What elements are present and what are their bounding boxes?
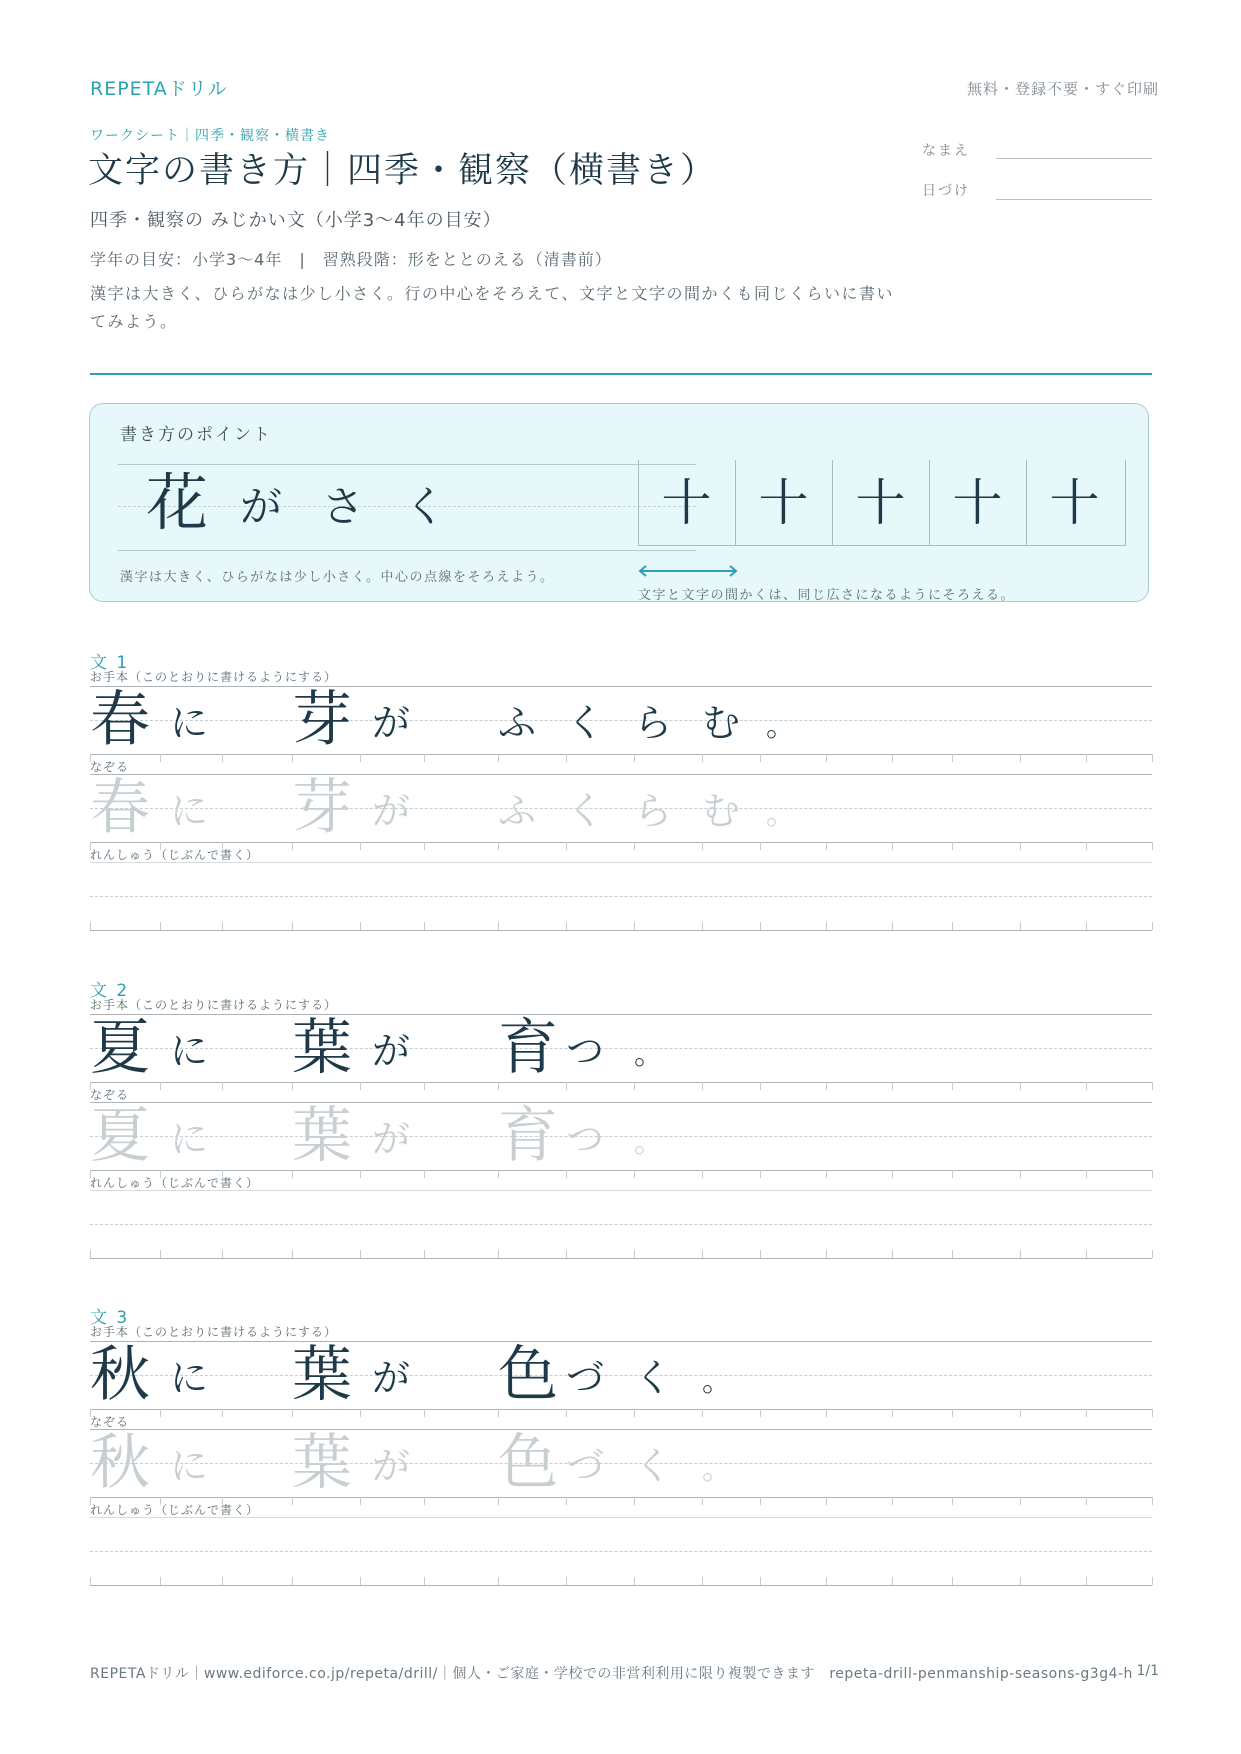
grid-tick — [1086, 754, 1087, 762]
grid-tick — [160, 1082, 161, 1090]
grid-tick — [1086, 1170, 1087, 1178]
grid-tick — [566, 1497, 567, 1505]
grid-tick — [634, 1082, 635, 1090]
trace-label: なぞる — [90, 1088, 130, 1102]
example-kana: く — [404, 482, 447, 531]
grid-tick — [892, 1170, 893, 1178]
spacing-char: 十 — [832, 460, 928, 546]
trace-glyph[interactable]: 。 — [702, 1452, 732, 1487]
breadcrumb: ワークシート｜四季・観察・横書き — [90, 128, 330, 144]
grid-tick — [1086, 1082, 1087, 1090]
model-glyph: む — [702, 701, 741, 745]
trace-glyph[interactable]: 春 — [90, 773, 150, 843]
grid-tick — [892, 1409, 893, 1417]
practice-line-bottom — [90, 1585, 1152, 1586]
grid-tick — [634, 1409, 635, 1417]
trace-label: なぞる — [90, 760, 130, 774]
grid-tick — [292, 754, 293, 762]
practice-writing-area[interactable] — [90, 1192, 1152, 1256]
spacing-char: 十 — [1026, 460, 1122, 546]
grid-tick — [498, 1409, 499, 1417]
guide-line-bottom — [90, 754, 1152, 755]
page-subtitle: 四季・観察の みじかい文（小学3〜4年の目安） — [90, 210, 502, 231]
grid-tick — [498, 1082, 499, 1090]
guide-line-top — [90, 686, 1152, 687]
guide-line-bottom — [90, 1082, 1152, 1083]
brand-logo: REPETAドリル — [90, 78, 228, 100]
grid-tick — [498, 1497, 499, 1505]
page-number: 1/1 — [1136, 1663, 1159, 1679]
double-arrow-icon — [636, 564, 740, 578]
trace-glyph[interactable]: 葉 — [292, 1101, 352, 1171]
grid-tick — [424, 1170, 425, 1178]
trace-glyph[interactable]: く — [634, 1444, 673, 1488]
spacing-char: 十 — [929, 460, 1025, 546]
grid-tick — [1086, 1409, 1087, 1417]
model-glyph: 葉 — [292, 1340, 352, 1410]
practice-writing-area[interactable] — [90, 1519, 1152, 1583]
grid-tick — [1152, 1577, 1153, 1585]
grid-tick — [952, 754, 953, 762]
grid-tick — [892, 754, 893, 762]
trace-glyph[interactable]: ふ — [498, 789, 537, 833]
grid-tick — [1152, 1497, 1153, 1505]
example-top-line — [118, 464, 696, 465]
grid-tick — [292, 1170, 293, 1178]
grid-tick — [360, 1082, 361, 1090]
model-glyph: 育 — [498, 1013, 558, 1083]
guide-line-top — [90, 1341, 1152, 1342]
tagline: 無料・登録不要・すぐ印刷 — [966, 80, 1159, 98]
practice-line-top — [90, 862, 1152, 863]
guide-line-top — [90, 774, 1152, 775]
grid-tick — [424, 1409, 425, 1417]
model-glyph: 葉 — [292, 1013, 352, 1083]
grid-tick — [760, 842, 761, 850]
model-glyph: ふ — [498, 701, 537, 745]
name-field[interactable] — [996, 158, 1152, 159]
grid-tick — [360, 1170, 361, 1178]
model-glyph: 夏 — [90, 1013, 150, 1083]
grid-tick — [826, 1497, 827, 1505]
model-glyph: 。 — [702, 1364, 732, 1399]
grid-tick — [826, 842, 827, 850]
practice-line-top — [90, 1190, 1152, 1191]
practice-label: れんしゅう（じぶんで書く） — [90, 1176, 260, 1190]
grid-tick — [952, 1082, 953, 1090]
trace-glyph[interactable]: む — [702, 789, 741, 833]
grid-tick — [1020, 1082, 1021, 1090]
trace-glyph[interactable]: に — [170, 789, 209, 833]
grid-tick — [360, 842, 361, 850]
grid-tick — [566, 1170, 567, 1178]
trace-label: なぞる — [90, 1415, 130, 1429]
trace-glyph[interactable]: に — [170, 1444, 209, 1488]
note-size: 漢字は大きく、ひらがなは少し小さく。中心の点線をそろえよう。 — [120, 570, 555, 585]
header-divider — [90, 373, 1152, 375]
grid-tick — [702, 1409, 703, 1417]
grid-tick — [702, 1082, 703, 1090]
writing-points-box — [89, 403, 1149, 602]
grid-tick — [760, 1170, 761, 1178]
trace-glyph[interactable]: 秋 — [90, 1428, 150, 1498]
sentence-label: 文 3 — [90, 1308, 130, 1328]
trace-glyph[interactable]: 夏 — [90, 1101, 150, 1171]
grid-tick — [360, 1497, 361, 1505]
grid-tick — [892, 1082, 893, 1090]
grid-tick — [952, 842, 953, 850]
trace-glyph[interactable]: が — [372, 1444, 411, 1488]
grid-tick — [826, 1082, 827, 1090]
guide-line-center — [90, 720, 1152, 721]
example-kana: が — [240, 482, 283, 531]
trace-glyph[interactable]: づ — [566, 1444, 605, 1488]
grid-tick — [1086, 1497, 1087, 1505]
model-glyph: 春 — [90, 685, 150, 755]
grid-tick — [1020, 1497, 1021, 1505]
guide-line-bottom — [90, 1497, 1152, 1498]
guide-line-center — [90, 808, 1152, 809]
date-field[interactable] — [996, 199, 1152, 200]
grid-tick — [1152, 1170, 1153, 1178]
model-glyph: ら — [634, 701, 673, 745]
guide-line-top — [90, 1102, 1152, 1103]
model-glyph: 。 — [766, 709, 796, 744]
trace-glyph[interactable]: が — [372, 1117, 411, 1161]
guide-line-center — [90, 1048, 1152, 1049]
grid-tick — [424, 1497, 425, 1505]
grid-tick — [222, 1409, 223, 1417]
grid-tick — [702, 1170, 703, 1178]
guide-line-top — [90, 1014, 1152, 1015]
grid-tick — [634, 1170, 635, 1178]
guide-line-bottom — [90, 842, 1152, 843]
points-title: 書き方のポイント — [120, 425, 272, 445]
grid-tick — [566, 1082, 567, 1090]
trace-glyph[interactable]: 芽 — [292, 773, 352, 843]
grid-tick — [292, 1409, 293, 1417]
grid-tick — [702, 842, 703, 850]
trace-glyph[interactable]: 育 — [498, 1101, 558, 1171]
name-label: なまえ — [922, 143, 970, 159]
grid-tick — [292, 842, 293, 850]
grid-tick — [1152, 842, 1153, 850]
example-kana: さ — [322, 482, 365, 531]
guide-line-bottom — [90, 1409, 1152, 1410]
grid-tick — [760, 754, 761, 762]
page-title: 文字の書き方｜四季・観察（横書き） — [88, 151, 718, 191]
grid-tick — [760, 1497, 761, 1505]
trace-glyph[interactable]: 色 — [498, 1428, 558, 1498]
grid-tick — [1152, 1409, 1153, 1417]
date-label: 日づけ — [922, 183, 970, 199]
grid-tick — [292, 1082, 293, 1090]
guide-line-bottom — [90, 1170, 1152, 1171]
model-glyph: づ — [566, 1356, 605, 1400]
grid-tick — [1152, 754, 1153, 762]
sentence-label: 文 2 — [90, 981, 130, 1001]
grid-tick — [702, 1497, 703, 1505]
model-label: お手本（このとおりに書けるようにする） — [90, 1325, 338, 1339]
model-glyph: く — [566, 701, 605, 745]
trace-glyph[interactable]: ら — [634, 789, 673, 833]
grid-tick — [952, 1497, 953, 1505]
grid-tick — [826, 1409, 827, 1417]
footer-text: REPETAドリル｜www.ediforce.co.jp/repeta/drill/｜個人・ご家庭・学校での非営利利用に限り複製できます repeta-drill-penmanship-seasons-g3g4-h — [90, 1666, 1133, 1682]
model-glyph: く — [634, 1356, 673, 1400]
grid-tick — [360, 1409, 361, 1417]
grid-tick — [702, 754, 703, 762]
grid-tick — [360, 754, 361, 762]
practice-writing-area[interactable] — [90, 864, 1152, 928]
grid-tick — [760, 1409, 761, 1417]
trace-glyph[interactable]: 。 — [634, 1125, 664, 1160]
practice-label: れんしゅう（じぶんで書く） — [90, 848, 260, 862]
grid-tick — [760, 1082, 761, 1090]
model-glyph: が — [372, 1029, 411, 1073]
grid-tick — [566, 754, 567, 762]
grid-tick — [1020, 754, 1021, 762]
model-glyph: 秋 — [90, 1340, 150, 1410]
model-glyph: 色 — [498, 1340, 558, 1410]
guide-line-center — [90, 1463, 1152, 1464]
grid-tick — [952, 1170, 953, 1178]
grid-tick — [222, 1082, 223, 1090]
grid-tick — [292, 1497, 293, 1505]
grid-tick — [1020, 1170, 1021, 1178]
example-bottom-line — [118, 550, 696, 551]
model-glyph: 。 — [634, 1037, 664, 1072]
grid-tick — [424, 1082, 425, 1090]
model-label: お手本（このとおりに書けるようにする） — [90, 670, 338, 684]
grid-tick — [1020, 842, 1021, 850]
grid-tick — [826, 754, 827, 762]
guide-line-top — [90, 1429, 1152, 1430]
practice-line-top — [90, 1517, 1152, 1518]
grid-tick — [566, 1409, 567, 1417]
note-spacing: 文字と文字の間かくは、同じ広さになるようにそろえる。 — [638, 588, 1016, 603]
grade-meta: 学年の目安：小学3〜4年 | 習熟段階：形をととのえる（清書前） — [90, 250, 612, 269]
model-glyph: に — [170, 1356, 209, 1400]
grid-tick — [1020, 1409, 1021, 1417]
practice-label: れんしゅう（じぶんで書く） — [90, 1503, 260, 1517]
grid-tick — [566, 842, 567, 850]
grid-tick — [424, 842, 425, 850]
grid-tick — [1152, 1082, 1153, 1090]
model-glyph: つ — [566, 1029, 605, 1073]
spacing-char: 十 — [638, 460, 734, 546]
trace-glyph[interactable]: 。 — [766, 797, 796, 832]
grid-tick — [634, 842, 635, 850]
grid-tick — [1086, 842, 1087, 850]
grid-tick — [1152, 1250, 1153, 1258]
grid-tick — [160, 1409, 161, 1417]
trace-glyph[interactable]: が — [372, 789, 411, 833]
instructions: 漢字は大きく、ひらがなは少し小さく。行の中心をそろえて、文字と文字の間かくも同じくらいに書いてみよう。 — [90, 284, 895, 331]
grid-tick — [826, 1170, 827, 1178]
practice-line-bottom — [90, 1258, 1152, 1259]
grid-tick — [892, 842, 893, 850]
grid-tick — [892, 1497, 893, 1505]
grid-tick — [222, 754, 223, 762]
model-glyph: に — [170, 701, 209, 745]
grid-tick — [160, 754, 161, 762]
grid-tick — [498, 1170, 499, 1178]
grid-tick — [498, 754, 499, 762]
spacing-char: 十 — [735, 460, 831, 546]
model-glyph: が — [372, 701, 411, 745]
grid-tick — [634, 1497, 635, 1505]
guide-line-center — [90, 1375, 1152, 1376]
grid-tick — [952, 1409, 953, 1417]
sentence-label: 文 1 — [90, 653, 130, 673]
model-glyph: 芽 — [292, 685, 352, 755]
model-glyph: に — [170, 1029, 209, 1073]
grid-tick — [424, 754, 425, 762]
model-glyph: が — [372, 1356, 411, 1400]
trace-glyph[interactable]: つ — [566, 1117, 605, 1161]
grid-tick — [498, 842, 499, 850]
trace-glyph[interactable]: く — [566, 789, 605, 833]
trace-glyph[interactable]: に — [170, 1117, 209, 1161]
trace-glyph[interactable]: 葉 — [292, 1428, 352, 1498]
practice-line-bottom — [90, 930, 1152, 931]
guide-line-center — [90, 1136, 1152, 1137]
grid-tick — [634, 754, 635, 762]
example-kanji: 花 — [146, 466, 209, 539]
grid-tick — [1152, 922, 1153, 930]
model-label: お手本（このとおりに書けるようにする） — [90, 998, 338, 1012]
